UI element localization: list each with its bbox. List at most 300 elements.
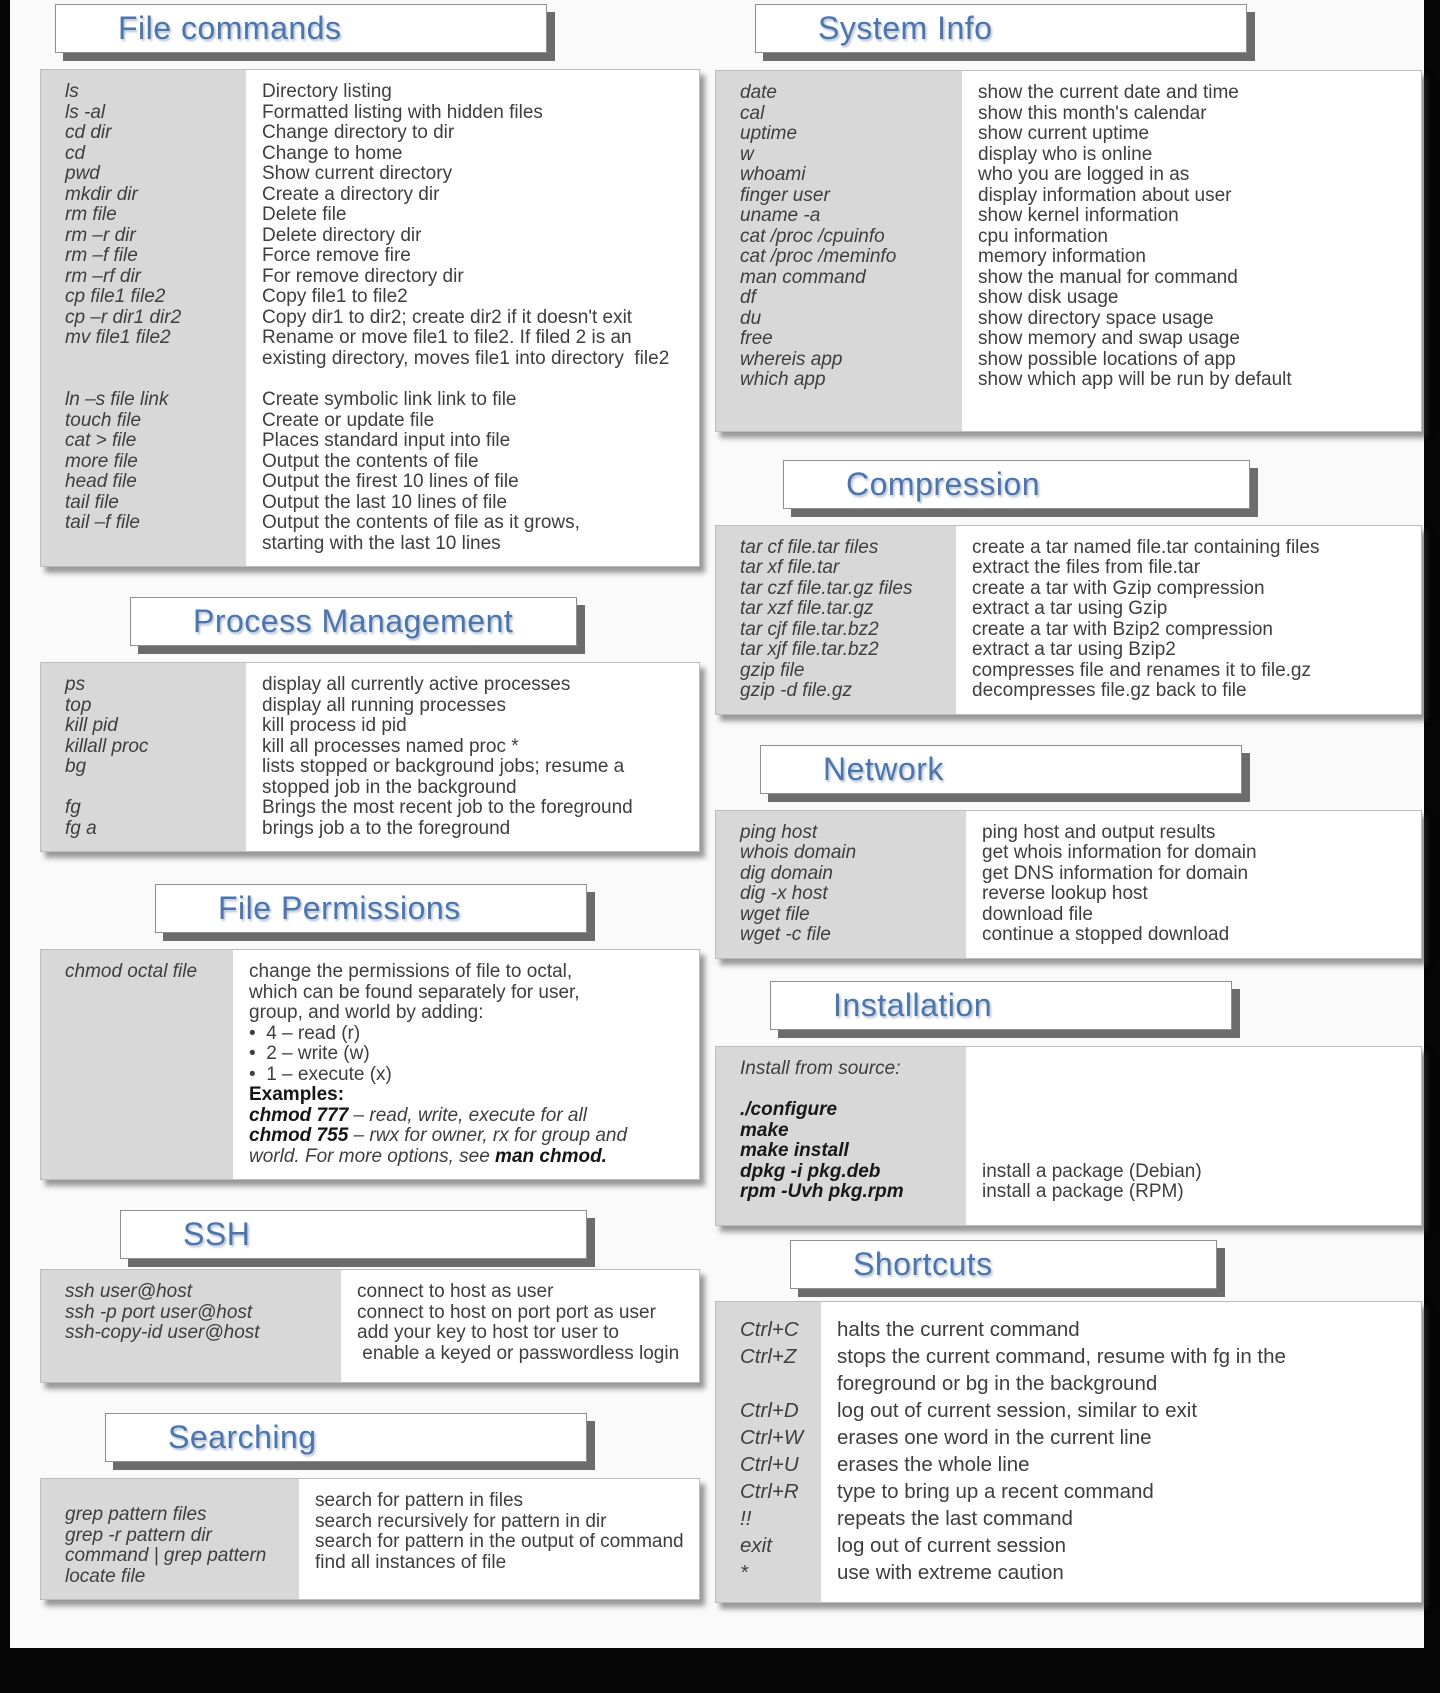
table-row: [41, 452, 699, 473]
table-row: [41, 696, 699, 717]
description-line: existing directory, moves file1 into directory file2: [262, 347, 670, 369]
description-cell: [966, 864, 1421, 885]
description-line: Places standard input into file: [262, 430, 511, 451]
table-row: [41, 82, 699, 103]
command-cell: tail –f file: [65, 512, 140, 533]
table-row: [41, 513, 699, 554]
command-table: [40, 1478, 700, 1600]
command-cell: rm –f file: [65, 245, 138, 266]
command-cell: w: [740, 143, 754, 165]
description-line: show disk usage: [978, 287, 1119, 308]
description-cell: [962, 309, 1421, 330]
section-header-box: [783, 460, 1250, 509]
description-line: Formatted listing with hidden files: [262, 101, 543, 123]
command-cell: cat /proc /cpuinfo: [740, 225, 885, 247]
description-line: show the manual for command: [978, 266, 1238, 288]
frame-right: [1424, 0, 1440, 1693]
description-cell: [966, 1121, 1421, 1142]
description-cell: [246, 308, 699, 329]
table-row: [716, 1182, 1421, 1203]
table-row: [716, 599, 1421, 620]
table-row: [716, 925, 1421, 946]
description-cell: [246, 696, 699, 717]
section-header-box: [55, 4, 547, 53]
description-line: show the current date and time: [978, 82, 1239, 103]
table-row: [716, 1451, 1421, 1478]
description-cell: [246, 513, 699, 554]
description-line: Show current directory: [262, 163, 453, 184]
description-cell: [962, 288, 1421, 309]
description-line: create a tar named file.tar containing files: [972, 536, 1320, 558]
command-cell: whereis app: [740, 348, 843, 370]
command-cell: fg: [65, 797, 81, 818]
description-cell: [821, 1532, 1421, 1559]
command-cell: ssh user@host: [65, 1281, 193, 1302]
frame-left: [0, 0, 10, 1693]
description-cell: [246, 431, 699, 452]
description-cell: [246, 205, 699, 226]
description-line: Delete file: [262, 204, 347, 225]
table-row: [716, 538, 1421, 559]
table-row: [41, 431, 699, 452]
description-cell: [246, 675, 699, 696]
command-cell: ls: [65, 81, 79, 102]
command-cell: man command: [740, 266, 866, 288]
description-line: Directory listing: [262, 81, 392, 102]
command-cell: du: [740, 307, 762, 329]
description-line: continue a stopped download: [982, 924, 1230, 945]
command-cell: ln –s file link: [65, 389, 169, 410]
description-cell: [956, 681, 1421, 702]
description-cell: [246, 82, 699, 103]
command-cell: uptime: [740, 123, 798, 144]
command-cell: cat > file: [65, 430, 137, 451]
table-row: [41, 819, 699, 840]
table-row: [41, 164, 699, 185]
section-header-box: [155, 884, 587, 933]
command-cell: tar czf file.tar.gz files: [740, 577, 913, 599]
command-cell: dig domain: [740, 862, 833, 884]
description-cell: [956, 599, 1421, 620]
description-cell: [246, 164, 699, 185]
description-line: Create a directory dir: [262, 183, 440, 205]
table-row: [716, 1424, 1421, 1451]
section-title: File Permissions: [218, 890, 461, 926]
description-line: install a package (RPM): [982, 1181, 1184, 1202]
description-line: halts the current command: [837, 1317, 1080, 1341]
command-cell: date: [740, 82, 777, 103]
table-row: [716, 864, 1421, 885]
command-cell: free: [740, 328, 773, 349]
description-cell: [233, 962, 699, 1167]
section-installation: [715, 981, 1422, 1226]
description-cell: [821, 1316, 1421, 1343]
command-cell: wget -c file: [740, 924, 831, 945]
command-cell: uname -a: [740, 205, 821, 226]
table-row: [41, 493, 699, 514]
command-table: [715, 70, 1422, 432]
description-cell: [956, 538, 1421, 559]
command-cell: ls -al: [65, 101, 106, 123]
command-table: [715, 1046, 1422, 1226]
command-cell: rm –rf dir: [65, 265, 141, 287]
description-line: • 2 – write (w): [249, 1043, 370, 1064]
description-cell: [962, 104, 1421, 125]
table-row: [716, 843, 1421, 864]
command-cell: killall proc: [65, 735, 149, 757]
table-row: [716, 124, 1421, 145]
command-cell: rm –r dir: [65, 224, 136, 246]
table-row: [716, 1316, 1421, 1343]
description-line: install a package (Debian): [982, 1160, 1202, 1182]
command-cell: bg: [65, 756, 87, 777]
description-cell: [962, 329, 1421, 350]
command-cell: top: [65, 694, 92, 716]
description-cell: [246, 411, 699, 432]
description-cell: [821, 1397, 1421, 1424]
description-cell: [246, 185, 699, 206]
description-line: display information about user: [978, 184, 1232, 206]
description-cell: [956, 661, 1421, 682]
section-title: SSH: [183, 1216, 251, 1252]
description-cell: [246, 472, 699, 493]
command-cell: tar cjf file.tar.bz2: [740, 618, 879, 640]
description-cell: [246, 798, 699, 819]
description-cell: [966, 823, 1421, 844]
table-row: [41, 328, 699, 369]
command-cell: more file: [65, 450, 138, 472]
description-line: Output the contents of file: [262, 450, 479, 472]
description-line: stopped job in the background: [262, 776, 517, 798]
description-line: show kernel information: [978, 205, 1179, 226]
command-table: [40, 949, 700, 1180]
command-cell: make: [740, 1119, 789, 1141]
section-title: Compression: [846, 465, 1041, 502]
command-cell: mkdir dir: [65, 183, 138, 205]
command-cell: Ctrl+R: [740, 1479, 799, 1503]
description-cell: [246, 226, 699, 247]
description-line: Output the contents of file as it grows,: [262, 512, 580, 533]
table-row: [41, 411, 699, 432]
table-row: [41, 1323, 699, 1364]
description-line: cpu information: [978, 225, 1108, 247]
command-cell: ps: [65, 674, 86, 695]
description-cell: [299, 1512, 699, 1533]
description-line: log out of current session: [837, 1533, 1067, 1557]
section-header-box: [790, 1240, 1217, 1289]
description-line: show possible locations of app: [978, 348, 1236, 370]
description-line: get whois information for domain: [982, 842, 1257, 863]
section-header-box: [130, 597, 577, 646]
command-cell: rm file: [65, 204, 117, 225]
table-row: [716, 905, 1421, 926]
section-searching: [40, 1413, 700, 1600]
table-row: [41, 1282, 699, 1303]
table-row: [716, 640, 1421, 661]
description-line: create a tar with Gzip compression: [972, 577, 1265, 599]
description-cell: [962, 370, 1421, 391]
description-cell: [962, 247, 1421, 268]
description-cell: [956, 640, 1421, 661]
description-cell: [821, 1505, 1421, 1532]
description-line: world. For more options, see man chmod.: [249, 1145, 607, 1167]
description-cell: [821, 1451, 1421, 1478]
description-line: download file: [982, 903, 1093, 925]
description-line: foreground or bg in the background: [837, 1371, 1158, 1395]
command-cell: dpkg -i pkg.deb: [740, 1160, 881, 1182]
table-row: [716, 1162, 1421, 1183]
command-cell: ping host: [740, 821, 818, 843]
description-cell: [821, 1343, 1421, 1397]
command-table: [40, 662, 700, 852]
frame-bottom: [0, 1648, 1440, 1693]
table-row: [716, 309, 1421, 330]
table-row: [41, 962, 699, 1167]
table-row: [716, 620, 1421, 641]
command-cell: head file: [65, 471, 137, 492]
description-line: compresses file and renames it to file.gz: [972, 659, 1311, 681]
command-cell: ssh -p port user@host: [65, 1301, 253, 1323]
description-line: show this month's calendar: [978, 102, 1207, 124]
section-network: [715, 745, 1422, 959]
command-cell: cp file1 file2: [65, 286, 166, 307]
description-cell: [962, 350, 1421, 371]
table-row: [716, 288, 1421, 309]
description-cell: [962, 268, 1421, 289]
command-cell: df: [740, 287, 756, 308]
table-row: [716, 558, 1421, 579]
section-title: Network: [823, 750, 944, 787]
table-row: [41, 144, 699, 165]
table-row: [716, 1559, 1421, 1586]
command-cell: whoami: [740, 164, 806, 185]
table-row: [41, 185, 699, 206]
description-line: Create symbolic link link to file: [262, 389, 517, 410]
description-line: Rename or move file1 to file2. If filed 2 is an: [262, 327, 632, 348]
description-line: Create or update file: [262, 409, 435, 431]
table-row: [716, 206, 1421, 227]
description-line: which can be found separately for user,: [249, 981, 580, 1003]
description-cell: [962, 165, 1421, 186]
section-title: Process Management: [193, 603, 514, 639]
description-line: reverse lookup host: [982, 883, 1148, 904]
description-cell: [821, 1559, 1421, 1586]
table-row: [41, 675, 699, 696]
command-cell: dig -x host: [740, 883, 828, 904]
command-cell: tar xjf file.tar.bz2: [740, 639, 879, 660]
description-line: Output the last 10 lines of file: [262, 491, 508, 513]
table-row: [716, 83, 1421, 104]
description-line: chmod 755 – rwx for owner, rx for group and: [249, 1125, 628, 1146]
description-cell: [341, 1323, 699, 1364]
description-cell: [246, 716, 699, 737]
description-line: display all currently active processes: [262, 674, 571, 695]
command-table: [40, 1269, 700, 1383]
command-cell: cd dir: [65, 122, 112, 143]
table-row: [41, 716, 699, 737]
description-line: stops the current command, resume with fg in the: [837, 1344, 1286, 1368]
description-cell: [246, 246, 699, 267]
description-line: use with extreme caution: [837, 1560, 1064, 1584]
description-cell: [956, 558, 1421, 579]
table-row: [716, 165, 1421, 186]
table-row: [41, 267, 699, 288]
description-line: create a tar with Bzip2 compression: [972, 618, 1273, 640]
description-cell: [962, 186, 1421, 207]
description-line: decompresses file.gz back to file: [972, 680, 1247, 701]
command-table: [715, 1301, 1422, 1603]
description-line: Output the firest 10 lines of file: [262, 471, 519, 492]
command-cell: Ctrl+U: [740, 1452, 799, 1476]
command-cell: gzip file: [740, 659, 805, 681]
table-row: [41, 246, 699, 267]
description-cell: [246, 144, 699, 165]
command-cell: tar cf file.tar files: [740, 536, 879, 558]
command-table: [715, 525, 1422, 715]
description-cell: [246, 267, 699, 288]
table-row: [716, 145, 1421, 166]
description-line: log out of current session, similar to exit: [837, 1398, 1198, 1422]
left-column: [40, 0, 700, 1600]
table-row: [41, 472, 699, 493]
description-line: Change to home: [262, 142, 403, 164]
table-row: [716, 1532, 1421, 1559]
description-line: show which app will be run by default: [978, 369, 1292, 390]
section-process-management: [40, 597, 700, 852]
description-cell: [966, 1182, 1421, 1203]
description-cell: [962, 206, 1421, 227]
table-row: [716, 884, 1421, 905]
table-row: [716, 329, 1421, 350]
description-cell: [246, 757, 699, 798]
table-row: [41, 737, 699, 758]
description-cell: [821, 1424, 1421, 1451]
description-line: extract a tar using Bzip2: [972, 639, 1176, 660]
section-header-box: [760, 745, 1242, 794]
description-line: search for pattern in files: [315, 1490, 524, 1511]
description-line: search for pattern in the output of command: [315, 1531, 684, 1552]
description-cell: [962, 83, 1421, 104]
description-line: connect to host on port port as user: [357, 1301, 656, 1323]
command-table: [715, 810, 1422, 959]
table-row: [41, 123, 699, 144]
description-line: brings job a to the foreground: [262, 817, 511, 839]
table-row: [716, 1343, 1421, 1397]
table-row: [716, 1397, 1421, 1424]
command-cell: rpm -Uvh pkg.rpm: [740, 1181, 904, 1202]
command-table: [40, 69, 700, 567]
command-cell: Ctrl+C: [740, 1317, 799, 1341]
description-line: show current uptime: [978, 123, 1150, 144]
command-cell: pwd: [65, 163, 100, 184]
description-line: memory information: [978, 246, 1146, 267]
command-cell: chmod octal file: [65, 961, 198, 982]
right-column: [715, 0, 1422, 1603]
description-cell: [246, 452, 699, 473]
command-cell: ./configure: [740, 1099, 838, 1120]
table-row: [716, 1100, 1421, 1121]
description-cell: [341, 1282, 699, 1303]
section-file-commands: [40, 4, 700, 567]
description-cell: [966, 884, 1421, 905]
table-row: [716, 1478, 1421, 1505]
table-row: [716, 579, 1421, 600]
description-line: kill process id pid: [262, 715, 407, 736]
description-line: display all running processes: [262, 694, 506, 716]
command-cell: command | grep pattern: [65, 1545, 267, 1566]
command-cell: tar xzf file.tar.gz: [740, 598, 874, 619]
description-cell: [962, 124, 1421, 145]
table-row: [41, 287, 699, 308]
table-row-gap: [41, 369, 699, 390]
description-cell: [966, 843, 1421, 864]
description-line: extract the files from file.tar: [972, 557, 1201, 578]
description-cell: [956, 579, 1421, 600]
description-cell: [246, 819, 699, 840]
description-cell: [966, 1162, 1421, 1183]
description-line: • 1 – execute (x): [249, 1063, 392, 1085]
table-row: [716, 186, 1421, 207]
table-row: [41, 798, 699, 819]
description-line: Examples:: [249, 1084, 345, 1105]
table-row: [716, 227, 1421, 248]
command-cell: Install from source:: [740, 1057, 901, 1079]
table-row: [716, 1141, 1421, 1162]
description-line: Copy dir1 to dir2; create dir2 if it doesn't exit: [262, 306, 633, 328]
command-cell: locate file: [65, 1565, 146, 1587]
command-cell: touch file: [65, 409, 142, 431]
command-cell: fg a: [65, 817, 97, 839]
command-cell: exit: [740, 1533, 772, 1557]
description-line: Change directory to dir: [262, 122, 455, 143]
description-line: ping host and output results: [982, 821, 1216, 843]
description-cell: [299, 1532, 699, 1553]
description-line: get DNS information for domain: [982, 862, 1249, 884]
description-line: kill all processes named proc *: [262, 735, 519, 757]
description-line: search recursively for pattern in dir: [315, 1510, 607, 1532]
command-cell: grep -r pattern dir: [65, 1524, 212, 1546]
description-line: connect to host as user: [357, 1281, 554, 1302]
description-cell: [966, 1141, 1421, 1162]
table-row: [41, 205, 699, 226]
section-system-info: [715, 4, 1422, 432]
description-line: type to bring up a recent command: [837, 1479, 1154, 1503]
command-cell: which app: [740, 369, 826, 390]
description-line: Delete directory dir: [262, 224, 422, 246]
section-title: Installation: [833, 986, 992, 1023]
description-line: erases one word in the current line: [837, 1425, 1152, 1449]
description-cell: [966, 925, 1421, 946]
description-line: For remove directory dir: [262, 265, 464, 287]
description-line: Brings the most recent job to the foreground: [262, 797, 633, 818]
section-title: System Info: [818, 10, 993, 46]
description-cell: [956, 620, 1421, 641]
description-cell: [341, 1303, 699, 1324]
section-title: File commands: [118, 10, 342, 46]
table-row: [716, 247, 1421, 268]
table-row: [716, 370, 1421, 391]
command-cell: Ctrl+D: [740, 1398, 799, 1422]
description-line: extract a tar using Gzip: [972, 598, 1168, 619]
command-cell: cal: [740, 102, 765, 124]
description-cell: [962, 227, 1421, 248]
description-cell: [966, 1059, 1421, 1080]
command-cell: tar xf file.tar: [740, 557, 840, 578]
description-line: Copy file1 to file2: [262, 286, 408, 307]
description-line: Force remove fire: [262, 245, 411, 266]
section-compression: [715, 460, 1422, 715]
description-cell: [299, 1491, 699, 1512]
